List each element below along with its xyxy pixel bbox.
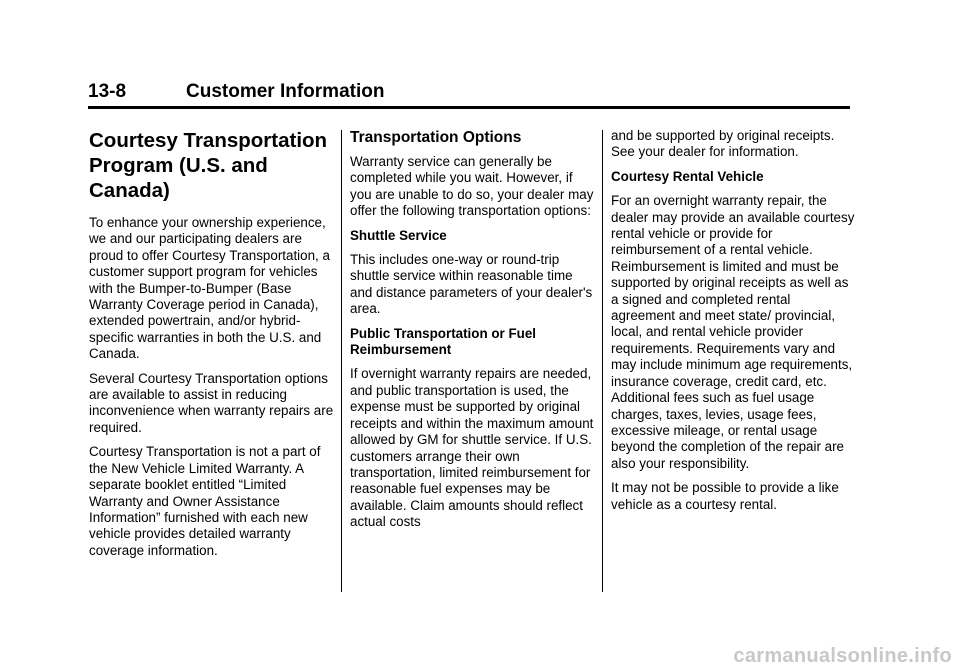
page-number: 13-8 [88,81,127,102]
subsection-title: Transportation Options [350,129,522,146]
chapter-title: Customer Information [186,81,385,102]
paragraph: If overnight warranty repairs are needed, and public transportation is used, the expense must be supported by original receipts and within the maximum amount allowed by GM for shuttle service. If U.S. customers arrange their own transportation, limited reimbursement for reasonable fuel expenses may be available. Claim amounts should reflect actual costs [350,366,594,530]
paragraph: Several Courtesy Transportation options are available to assist in reducing inconvenience when warranty repairs are required. [89,370,334,435]
column-right [611,128,857,521]
column-divider-2 [602,130,603,592]
shuttle-heading: Shuttle Service [350,227,447,243]
watermark: carmanualsonline.info [733,645,952,667]
column-divider-1 [341,130,342,592]
paragraph: This includes one-way or round-trip shuttle service within reasonable time and distance parameters of your dealer's area. [350,252,593,317]
paragraph: Warranty service can generally be completed while you wait. However, if you are unable to do so, your dealer may offer the following transportation options: [350,154,594,219]
paragraph: For an overnight warranty repair, the dealer may provide an available courtesy rental vehicle or provide for reimbursement of a rental vehicle. Reimbursement is limited and must be supported by original receipts as well as a signed and completed rental agreement and meet state/ provincial, local, and rental vehicle provider requirements. Requirements vary and may include minimum age requirements, insurance coverage, credit card, etc. Additional fees such as fuel usage charges, taxes, levies, usage fees, excessive mileage, or rental usage beyond the completion of the repair are also your responsibility. [611,193,855,471]
page-header [88,80,850,109]
paragraph: To enhance your ownership experience, we and our participating dealers are proud to offer Courtesy Transportation, a customer support program for vehicles with the Bumper-to-Bumper (Base Warranty Coverage period in Canada), extended powertrain, and/or hybrid-specific warranties in both the U.S. and Canada. [89,215,330,362]
column-left [89,128,339,567]
public-transport-heading: Public Transportation or Fuel Reimbursement [350,325,536,358]
paragraph: and be supported by original receipts. See your dealer for information. [611,128,835,160]
column-middle [350,129,596,539]
paragraph: Courtesy Transportation is not a part of the New Vehicle Limited Warranty. A separate booklet entitled “Limited Warranty and Owner Assistance Information” furnished with each new vehicle provides detailed warranty coverage information. [89,444,321,558]
section-title: Courtesy Transportation Program (U.S. and Canada) [89,129,328,202]
rental-heading: Courtesy Rental Vehicle [611,168,764,184]
paragraph: It may not be possible to provide a like vehicle as a courtesy rental. [611,480,839,512]
